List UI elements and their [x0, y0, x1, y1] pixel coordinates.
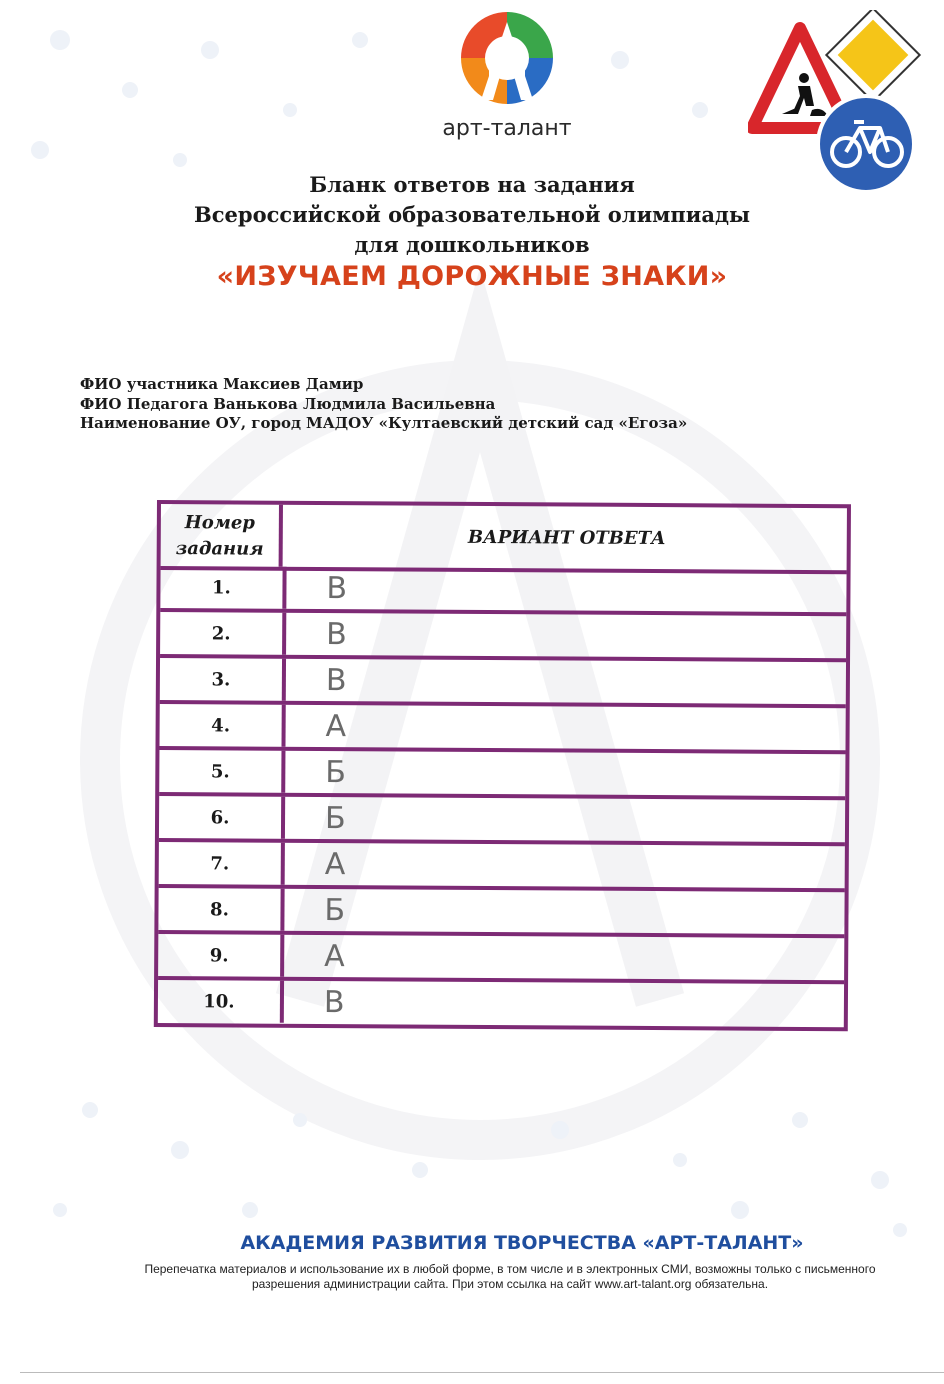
table-row: [159, 796, 845, 846]
task-number: 5.: [159, 750, 285, 793]
table-row: [158, 888, 844, 938]
header-task-number: [161, 504, 283, 567]
priority-road-sign-icon: [826, 10, 919, 102]
school-name: МАДОУ «Култаевский детский сад «Егоза»: [305, 414, 688, 432]
school-line: [80, 414, 687, 433]
table-row: [158, 934, 844, 984]
answers-table: [154, 500, 851, 1031]
handwritten-answer: Б: [324, 800, 347, 836]
header-number-line-2: задания: [175, 538, 264, 560]
task-number: 2.: [160, 612, 286, 655]
header-line-1: Бланк ответов на задания: [309, 172, 635, 197]
handwritten-answer: Б: [324, 892, 347, 928]
table-row: [159, 842, 845, 892]
teacher-name: Ванькова Людмила Васильевна: [213, 395, 496, 413]
task-number: 8.: [158, 888, 284, 931]
task-number: 7.: [159, 842, 285, 885]
handwritten-answer: В: [326, 570, 349, 606]
school-label: Наименование ОУ, город: [80, 414, 301, 432]
table-row: [160, 566, 846, 616]
table-row: [160, 658, 846, 708]
header-line-3: для дошкольников: [354, 232, 590, 257]
table-row: [160, 612, 846, 662]
task-number: 10.: [158, 980, 284, 1023]
participant-label: ФИО участника: [80, 375, 219, 393]
footer-notice-line-2: разрешения администрации сайта. При этом ссылка на сайт www.art-talant.org обязательна.: [251, 1277, 769, 1291]
handwritten-answer: В: [326, 616, 348, 652]
art-talant-logo-icon: [459, 8, 555, 114]
header-number-line-1: Номер: [184, 512, 256, 534]
participant-line: [80, 375, 363, 394]
table-row: [159, 750, 845, 800]
art-talant-logo: [432, 8, 582, 168]
handwritten-answer: В: [325, 662, 348, 698]
task-number: 9.: [158, 934, 284, 977]
table-row: [158, 980, 844, 1026]
participant-name: Максиев Дамир: [223, 375, 364, 393]
task-number: 1.: [160, 566, 286, 609]
handwritten-answer: А: [324, 846, 347, 882]
handwritten-answer: Б: [325, 754, 348, 790]
logo-text: арт-талант: [442, 116, 572, 141]
footer-notice-line-1: Перепечатка материалов и использование их в любой форме, в том числе и в электронных СМИ, возможны только с письменного: [144, 1262, 876, 1276]
header-line-2: Всероссийской образовательной олимпиады: [194, 202, 750, 227]
footer-copyright-notice: [80, 1262, 940, 1292]
table-header-row: [161, 504, 847, 574]
table-row: [159, 704, 845, 754]
teacher-line: [80, 395, 495, 414]
task-number: 6.: [159, 796, 285, 839]
task-number: 4.: [159, 704, 285, 747]
handwritten-answer: А: [324, 938, 346, 974]
teacher-label: ФИО Педагога: [80, 395, 209, 413]
task-number: 3.: [160, 658, 286, 701]
olympiad-name: «ИЗУЧАЕМ ДОРОЖНЫЕ ЗНАКИ»: [216, 261, 728, 292]
header-answer-variant: ВАРИАНТ ОТВЕТА: [467, 526, 666, 549]
scan-edge-line: [20, 1372, 944, 1373]
handwritten-answer: В: [323, 984, 346, 1020]
handwritten-answer: А: [325, 708, 348, 744]
footer-academy-title: АКАДЕМИЯ РАЗВИТИЯ ТВОРЧЕСТВА «АРТ-ТАЛАНТ»: [240, 1232, 804, 1254]
